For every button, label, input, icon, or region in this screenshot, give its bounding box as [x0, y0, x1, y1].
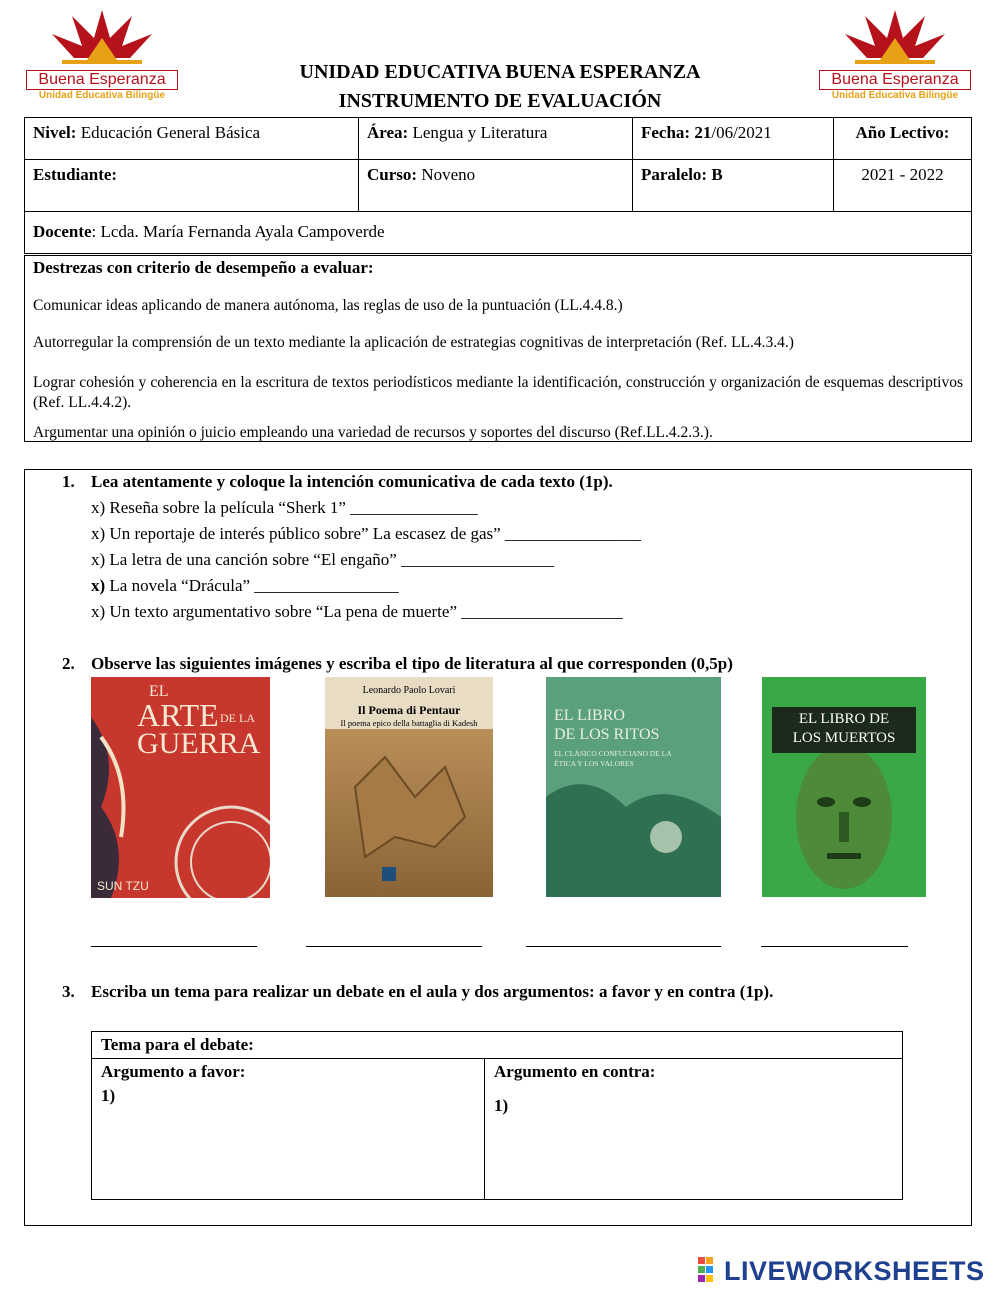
area-label: Área:: [367, 123, 409, 142]
cover2-author: Leonardo Paolo Lovari: [362, 685, 456, 696]
contra-label: Argumento en contra:: [494, 1062, 656, 1081]
anio-value: 2021 - 2022: [861, 165, 944, 184]
book-cover-arte-guerra: [91, 677, 270, 898]
fecha-label: Fecha:: [641, 123, 691, 142]
q3-number: 3.: [62, 982, 75, 1001]
logo-tagline: Unidad Educativa Bilingüe: [831, 90, 959, 101]
cover1-author: SUN TZU: [97, 879, 149, 893]
info-table: [24, 117, 972, 254]
fecha-rest: /06/2021: [711, 123, 772, 142]
liveworksheets-logo[interactable]: [698, 1256, 985, 1287]
curso-label: Curso:: [367, 165, 418, 184]
nivel-cell: [25, 118, 359, 160]
estudiante-label: Estudiante:: [33, 165, 118, 184]
answer-blank-2[interactable]: [306, 936, 482, 947]
book-cover-libro-ritos: [546, 677, 721, 897]
cover2-title: Il Poema di Pentaur: [357, 703, 461, 717]
q1-option-drácula: [91, 576, 399, 596]
q2-text: Observe las siguientes imágenes y escriba el tipo de literatura al que corresponden (0,5p): [91, 654, 733, 673]
q1-bold-marker: x): [91, 576, 106, 595]
cover2-subtitle: Il poema epico della battaglia di Kadesh: [340, 718, 478, 728]
q1-text: Lea atentamente y coloque la intención comunicativa de cada texto (1p).: [91, 472, 613, 491]
docente-cell: [25, 212, 972, 254]
answer-blank-4[interactable]: [761, 936, 908, 947]
curso-cell: [359, 160, 633, 212]
q1-number: 1.: [62, 472, 75, 491]
nivel-value: Educación General Básica: [80, 123, 261, 142]
logo-name: Buena Esperanza: [26, 70, 178, 90]
q1-option: x) Un texto argumentativo sobre “La pena de muerte” ___________________: [91, 602, 623, 621]
favor-cell[interactable]: [92, 1059, 485, 1200]
skill-item: Autorregular la comprensión de un texto mediante la aplicación de estrategias cognitivas de interpretación (Ref. LL.4.3.4.): [33, 334, 794, 351]
docente-label: Docente: [33, 222, 92, 241]
q2-number: 2.: [62, 654, 75, 673]
cover3-line2: DE LOS RITOS: [554, 726, 660, 743]
book-cover-poema-pentaur: [325, 677, 493, 897]
q1-option: x) La letra de una canción sobre “El engaño” __________________: [91, 550, 555, 569]
paralelo-value: B: [711, 165, 723, 184]
contra-item-1: 1): [494, 1096, 509, 1115]
cover1-line1: EL: [149, 683, 169, 700]
q1-option: x) Un reportaje de interés público sobre” La escasez de gas” ________________: [91, 524, 641, 543]
skill-item: Argumentar una opinión o juicio empleando una variedad de recursos y soportes del discurso (Ref.LL.4.2.3.).: [33, 424, 713, 441]
logo-tagline: Unidad Educativa Bilingüe: [38, 90, 166, 101]
cover4-line1: EL LIBRO DE: [798, 711, 890, 727]
liveworksheets-text: LIVEWORKSHEETS: [724, 1256, 985, 1286]
q1-option: x) Reseña sobre la película “Sherk 1” _______________: [91, 498, 478, 517]
tema-label: Tema para el debate:: [101, 1035, 254, 1054]
favor-item-1: 1): [101, 1086, 116, 1105]
docente-value: : Lcda. María Fernanda Ayala Campoverde: [91, 222, 385, 241]
area-value: Lengua y Literatura: [412, 123, 548, 142]
area-cell: [359, 118, 633, 160]
anio-label: Año Lectivo:: [855, 123, 950, 142]
liveworksheets-icon: [698, 1257, 722, 1283]
document-title: INSTRUMENTO DE EVALUACIÓN: [338, 90, 662, 112]
skill-item: Lograr cohesión y coherencia en la escritura de textos periodísticos mediante la identificación, construcción y organización de esquemas descriptivos (Ref. LL.4.4.2).: [33, 374, 963, 411]
debate-table: [91, 1031, 903, 1200]
cover3-subtitle: EL CLÁSICO CONFUCIANO DE LA ÉTICA Y LOS VALORES: [554, 749, 672, 768]
answer-blank-1[interactable]: [91, 936, 257, 947]
cover1-line3: GUERRA: [137, 727, 261, 760]
skills-heading: Destrezas con criterio de desempeño a evaluar:: [33, 258, 374, 277]
cover1-line2: ARTE: [137, 697, 219, 733]
tema-cell[interactable]: [92, 1032, 903, 1059]
paralelo-cell: [633, 160, 834, 212]
logo-name: Buena Esperanza: [819, 70, 971, 90]
cover1-line2b: DE LA: [220, 711, 255, 725]
anio-label-cell: [834, 118, 972, 160]
cover4-line2: LOS MUERTOS: [792, 730, 896, 746]
skill-item: Comunicar ideas aplicando de manera autónoma, las reglas de uso de la puntuación (LL.4.4.8.): [33, 297, 623, 314]
paralelo-label: Paralelo:: [641, 165, 708, 184]
curso-value: Noveno: [421, 165, 476, 184]
answer-blank-3[interactable]: [526, 936, 721, 947]
nivel-label: Nivel:: [33, 123, 77, 142]
book-cover-libro-muertos: [762, 677, 926, 897]
favor-label: Argumento a favor:: [101, 1062, 246, 1081]
cover3-line1: EL LIBRO: [554, 707, 625, 724]
q1-option-text: La novela “Drácula” _________________: [105, 576, 399, 595]
q3-text: Escriba un tema para realizar un debate en el aula y dos argumentos: a favor y en contra (1p).: [91, 982, 774, 1001]
estudiante-cell: [25, 160, 359, 212]
fecha-day: 21: [694, 123, 712, 142]
fecha-cell: [633, 118, 834, 160]
anio-value-cell: [834, 160, 972, 212]
contra-cell[interactable]: [485, 1059, 903, 1200]
school-title: UNIDAD EDUCATIVA BUENA ESPERANZA: [299, 61, 701, 83]
